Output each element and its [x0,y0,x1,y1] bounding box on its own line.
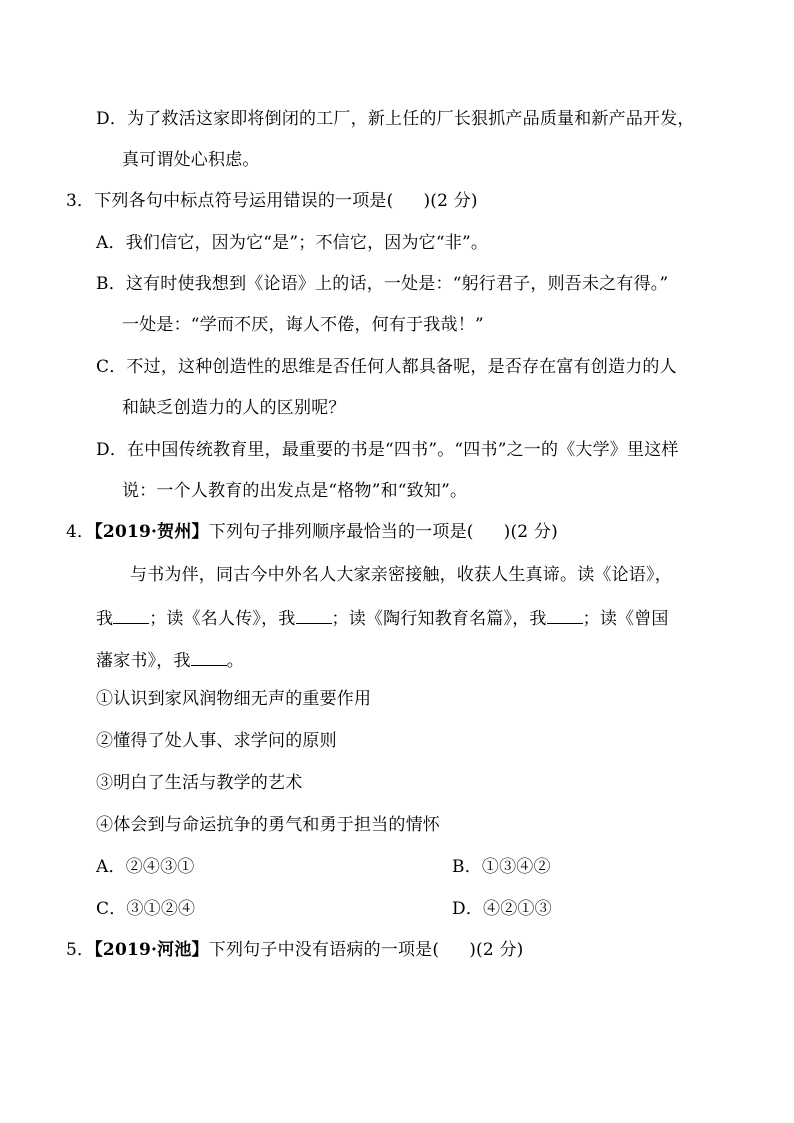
q3-option-c-line1 [96,355,677,379]
q5-source: 【2019·河池】 [94,940,209,960]
q3-option-d-line1 [96,438,679,462]
q4-option-a-text: ②④③① [125,857,195,877]
q2-option-d-line2: 真可谓处心积虑。 [122,150,260,170]
q4-option-d-label: D． [452,899,484,919]
q5-stem-text: 下列句子中没有语病的一项是( [208,940,440,960]
q4-passage-line2 [96,605,669,631]
q3-option-a-text: 我们信它，因为它“是”；不信它，因为它“非”。 [125,233,489,253]
q4-stem-text: 下列句子排列顺序最恰当的一项是( [208,522,474,542]
q5-stem [66,938,524,962]
q4-passage-seg: 。 [226,651,244,671]
q4-item-1: ①认识到家风润物细无声的重要作用 [96,689,372,709]
q4-option-b [452,855,551,879]
q3-stem [66,189,478,213]
q2-option-d-line1 [96,107,695,131]
q4-option-a [96,855,195,879]
q4-option-d-text: ④②①③ [483,899,552,919]
q3-option-d-label: D． [96,440,128,460]
q4-passage-seg: ；读《曾国 [582,609,669,629]
q3-number: 3． [66,191,95,211]
q4-option-b-text: ①③④② [481,857,551,877]
q3-option-b-label: B． [96,274,126,294]
q3-option-c-label: C． [96,357,127,377]
q3-score: )(2 分) [423,191,478,211]
q5-score: )(2 分) [469,940,524,960]
q5-number: 5． [66,940,95,960]
q4-option-d [452,897,552,921]
q4-stem [66,520,558,544]
q4-passage-line1: 与书为伴，同古今中外名人大家亲密接触，收获人生真谛。读《论语》， [130,565,672,585]
q4-item-4: ④体会到与命运抗争的勇气和勇于担当的情怀 [96,815,440,835]
q4-option-a-label: A． [96,857,126,877]
q4-passage-seg: ；读《名人传》，我 [149,609,296,629]
q4-passage-seg: ；读《陶行知教育名篇》，我 [331,609,547,629]
q3-option-b-text: 这有时使我想到《论语》上的话，一处是：“躬行君子，则吾未之有得。” [125,274,669,294]
q3-option-a [96,231,488,255]
q4-item-2: ②懂得了处人事、求学问的原则 [96,731,337,751]
q4-number: 4． [66,522,95,542]
q3-option-c-text: 不过，这种创造性的思维是否任何人都具备呢，是否存在富有创造力的人 [126,357,677,377]
q4-option-c-label: C． [96,899,127,919]
q4-option-c-text: ③①②④ [126,899,196,919]
q4-blank-1 [113,605,149,624]
q4-option-c [96,897,195,921]
q4-passage-seg: 我 [96,609,114,629]
q3-option-c-line2: 和缺乏创造力的人的区别呢？ [122,398,346,418]
q3-option-d-text: 在中国传统教育里，最重要的书是“四书”。“四书”之一的《大学》里这样 [127,440,679,460]
q3-option-a-label: A． [96,233,126,253]
q3-stem-text: 下列各句中标点符号运用错误的一项是( [94,191,394,211]
q4-blank-4 [191,647,227,666]
q4-item-3: ③明白了生活与教学的艺术 [96,773,303,793]
q4-option-b-label: B． [452,857,482,877]
q2-option-d-text: 为了救活这家即将倒闭的工厂，新上任的厂长狠抓产品质量和新产品开发， [127,109,695,129]
q4-blank-2 [296,605,332,624]
q4-source: 【2019·贺州】 [94,522,209,542]
q4-blank-3 [547,605,583,624]
q4-score: )(2 分) [503,522,558,542]
q3-option-d-line2: 说：一个人教育的出发点是“格物”和“致知”。 [122,481,468,501]
q3-option-b-line2: 一处是：“学而不厌，诲人不倦，何有于我哉！” [122,315,484,335]
q4-passage-seg: 藩家书》，我 [96,651,191,671]
q4-passage-line3 [96,647,244,673]
q2-option-d-label: D． [96,109,128,129]
q3-option-b-line1 [96,272,668,296]
